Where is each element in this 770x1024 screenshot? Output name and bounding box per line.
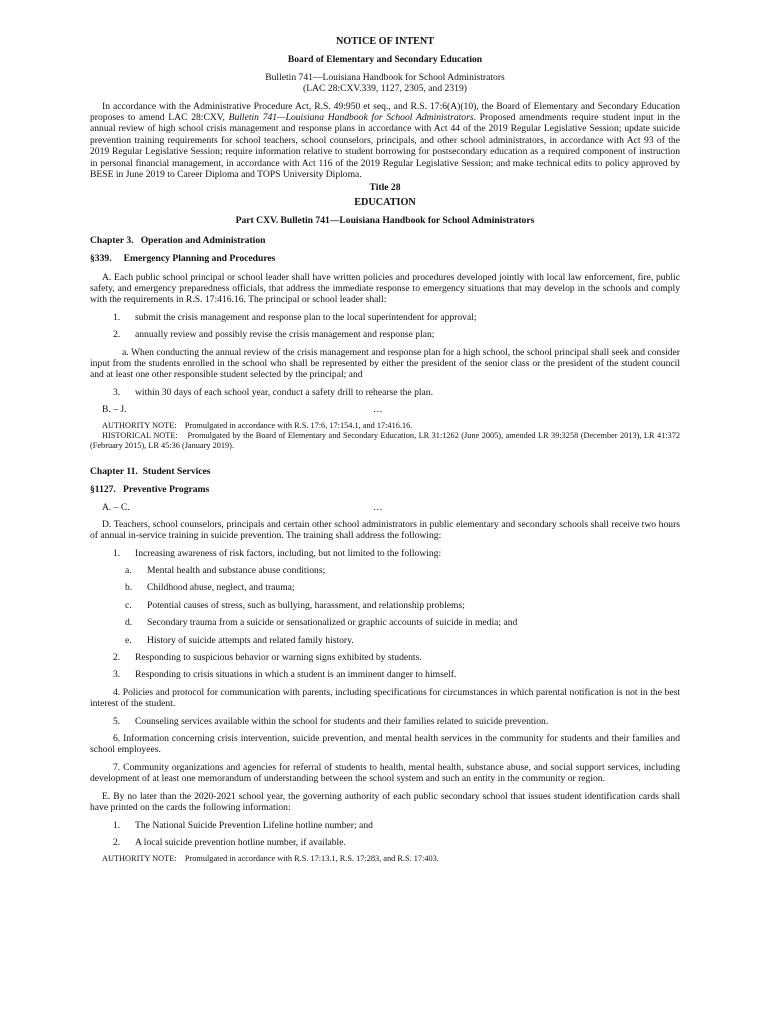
sub-item-letter: a. — [125, 565, 132, 576]
item-text: Counseling services available within the school for students and their families related to suicide prevention. — [135, 715, 549, 727]
item-text: Responding to suspicious behavior or warning signs exhibited by students. — [135, 652, 422, 664]
sub-item-d — [90, 617, 680, 628]
section-339-item-3 — [90, 387, 680, 398]
sub-item-text: Potential causes of stress, such as bullying, harassment, and relationship problems; — [147, 599, 465, 611]
authority-note-339: AUTHORITY NOTE: Promulgated in accordance with R.S. 17:6, 17:154.1, and 17:416.16. — [102, 420, 413, 430]
sub-item-letter: c. — [125, 599, 132, 611]
section-339-para-a: A. Each public school principal or school leader shall have written policies and procedures developed jointly with local law enforcement, fire, public safety, and emergency preparedness officials, that address the immediate response to emergency situations that may develop in the schools and comply with the requirements in R.S. 17:416.16. The principal or school leader shall: — [90, 271, 680, 306]
section-1127-para-d: D. Teachers, school counselors, principals and certain other school administrators in public elementary and secondary schools shall receive two hours of annual in-service training in suicide prevention. The training shall address the following: — [90, 518, 680, 542]
board-name: Board of Elementary and Secondary Education — [287, 54, 483, 66]
chapter-11-heading: Chapter 11. Student Services — [90, 465, 211, 477]
item-number: 5. — [113, 715, 121, 727]
section-339-item-2 — [90, 329, 680, 340]
section-1127-heading: §1127. Preventive Programs — [90, 483, 210, 495]
b-j-label: B. – J. — [102, 404, 127, 416]
item-text: Increasing awareness of risk factors, including, but not limited to the following: — [135, 547, 442, 559]
section-1127-item-1 — [90, 548, 680, 559]
ellipsis: … — [373, 502, 383, 514]
item-text: submit the crisis management and response plan to the local superintendent for approval; — [135, 311, 477, 323]
intro-italic: Bulletin 741—Louisiana Handbook for School Administrators — [228, 112, 474, 124]
sub-item-e — [90, 635, 680, 646]
sub-item-text: Childhood abuse, neglect, and trauma; — [147, 582, 295, 594]
item-text: within 30 days of each school year, conduct a safety drill to rehearse the plan. — [135, 386, 433, 398]
sub-item-letter: d. — [125, 617, 133, 629]
sub-item-text: History of suicide attempts and related family history. — [147, 634, 354, 646]
sub-item-text: Secondary trauma from a suicide or sensationalized or graphic accounts of suicide in media; and — [147, 617, 518, 629]
item-text: A local suicide prevention hotline number, if available. — [135, 836, 346, 848]
section-1127-item-5 — [90, 716, 680, 727]
sub-item-text: Mental health and substance abuse conditions; — [147, 565, 326, 576]
item-number: 2. — [113, 652, 121, 664]
item-text: annually review and possibly revise the crisis management and response plan; — [135, 329, 435, 341]
item-number: 1. — [113, 311, 121, 323]
section-1127-item-2 — [90, 652, 680, 663]
section-1127-item-7: 7. Community organizations and agencies for referral of students to health, mental health, substance abuse, and social support services, including development of at least one memorandum of understanding between the school system and such an entity in the community or region. — [90, 761, 680, 785]
intro-paragraph — [90, 101, 680, 181]
item-number: 1. — [113, 547, 121, 559]
section-1127-para-e: E. By no later than the 2020-2021 school year, the governing authority of each public secondary school that issues student identification cards shall have printed on the cards the following information: — [90, 790, 680, 814]
lac-reference: (LAC 28:CXV.339, 1127, 2305, and 2319) — [303, 83, 467, 95]
spacer — [90, 451, 680, 466]
intro-text-2: . Proposed amendments require student input in the annual review of high school crisis management and response plans in accordance with Act 44 of the 2019 Regular Legislative Session; update suicide prevention training requirements for school teachers, school counselors, principals, and other school administrators, in accordance with Act 93 of the 2019 Regular Legislative Session; require information relative to student borrowing for postsecondary education as a required component of instruction in personal financial management, in accordance with Act 116 of the 2019 Regular Legislative Session; and make technical edits to policy approved by BESE in June 2019 to Career Diploma and TOPS University Diploma. — [90, 112, 680, 181]
section-339-b-j — [90, 404, 680, 415]
item-number: 3. — [113, 669, 121, 681]
section-1127-e-item-1 — [90, 820, 680, 831]
section-339-heading: §339. Emergency Planning and Procedures — [90, 253, 276, 265]
section-1127-item-6: 6. Information concerning crisis intervention, suicide prevention, and mental health services in the community for students and their families and school employees. — [90, 733, 680, 756]
ellipsis: … — [373, 404, 383, 416]
sub-item-b — [90, 582, 680, 593]
section-339-item-2a: a. When conducting the annual review of the crisis management and response plan for a high school, the school principal shall seek and consider input from the students enrolled in the school who shall be represented by either the president of the senior class or the president of the student council and at least one other responsible student selected by the principal; and — [90, 346, 680, 381]
intro-text-1: In accordance with the Administrative Procedure Act, R.S. 49:950 et seq., and R.S. 17:6(A)(10), the Board of Elementary and Secondary Education proposes to amend LAC 28:CXV, — [90, 100, 680, 124]
section-339-item-1 — [90, 312, 680, 323]
item-number: 1. — [113, 819, 121, 831]
sub-item-a — [90, 565, 680, 576]
sub-item-letter: e. — [125, 634, 132, 646]
item-text: The National Suicide Prevention Lifeline hotline number; and — [135, 819, 373, 831]
title-number: Title 28 — [369, 182, 401, 194]
section-1127-item-3 — [90, 669, 680, 680]
chapter-3-heading: Chapter 3. Operation and Administration — [90, 234, 266, 246]
item-text: Responding to crisis situations in which a student is an imminent danger to himself. — [135, 669, 457, 681]
notice-title: NOTICE OF INTENT — [335, 36, 435, 47]
section-1127-item-4: 4. Policies and protocol for communication with parents, including specifications for circumstances in which parental notification is not in the best interest of the student. — [90, 686, 680, 710]
bulletin-title: Bulletin 741—Louisiana Handbook for School Administrators — [265, 71, 505, 83]
section-1127-a-c — [90, 502, 680, 513]
item-number: 3. — [113, 386, 121, 398]
part-heading: Part CXV. Bulletin 741—Louisiana Handbook for School Administrators — [235, 215, 535, 227]
historical-note-339: HISTORICAL NOTE: Promulgated by the Board of Elementary and Secondary Education, LR 31:1262 (June 2005), amended LR 39:3258 (December 2013), LR 41:372 (February 2015), LR 45:36 (January 2019). — [90, 430, 683, 450]
item-number: 2. — [113, 836, 121, 848]
a-c-label: A. – C. — [102, 502, 130, 514]
section-1127-e-item-2 — [90, 837, 680, 848]
sub-item-letter: b. — [125, 582, 133, 594]
title-name: EDUCATION — [354, 196, 416, 208]
item-number: 2. — [113, 329, 121, 341]
authority-note-1127: AUTHORITY NOTE: Promulgated in accordance with R.S. 17:13.1, R.S. 17:283, and R.S. 17:403. — [102, 854, 439, 864]
sub-item-c — [90, 600, 680, 611]
